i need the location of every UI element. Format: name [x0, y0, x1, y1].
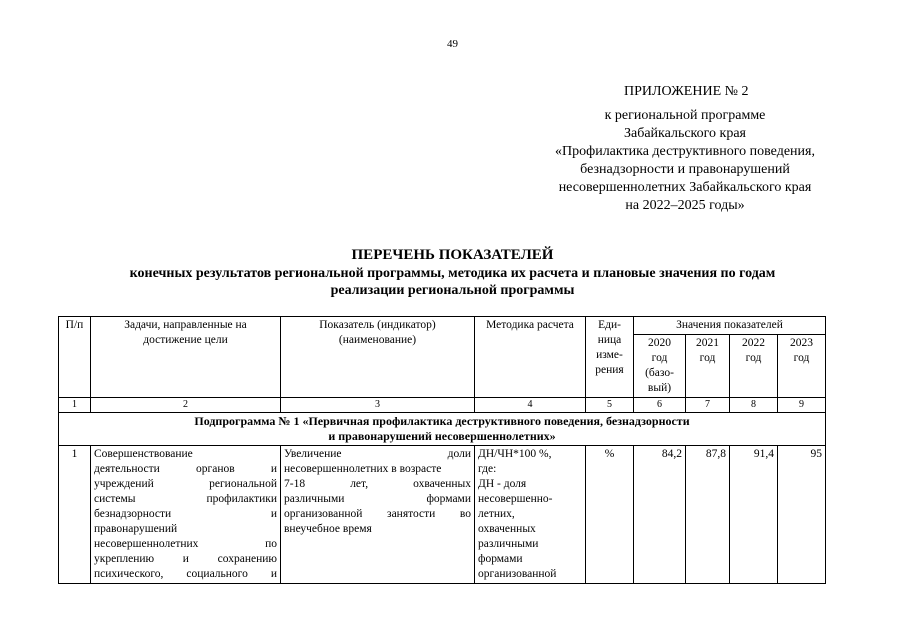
row-unit: % [586, 446, 634, 584]
year-note: (базо- [645, 367, 674, 379]
header-unit [586, 317, 634, 398]
header-method: Методика расчета [475, 317, 586, 398]
column-number: 4 [475, 398, 586, 413]
method-line: ДН - доля [478, 478, 527, 490]
header-year-2023 [778, 335, 826, 398]
row-task [91, 446, 281, 584]
year-label: год [651, 352, 668, 364]
year-note: вый) [647, 382, 672, 394]
header-year-2022 [730, 335, 778, 398]
table-row [59, 446, 826, 584]
method-line: различными [478, 538, 539, 550]
row-value-2021: 87,8 [686, 446, 730, 584]
subprogram-line: Подпрограмма № 1 «Первичная профилактика деструктивного поведения, безнадзорности [194, 414, 690, 428]
header-year-2021 [686, 335, 730, 398]
column-number: 1 [59, 398, 91, 413]
year-value: 2022 [742, 337, 765, 349]
column-number: 7 [686, 398, 730, 413]
method-line: летних, [478, 508, 515, 520]
header-num: П/п [59, 317, 91, 398]
appendix-line: Забайкальского края [623, 126, 746, 141]
appendix-title: ПРИЛОЖЕНИЕ № 2 [624, 84, 749, 99]
header-unit-line: Еди- [598, 319, 621, 331]
header-unit-line: изме- [596, 349, 623, 361]
header-unit-line: рения [595, 364, 624, 376]
column-number: 9 [778, 398, 826, 413]
row-value-2022: 91,4 [730, 446, 778, 584]
task-line: деятельности органов и [94, 463, 277, 475]
year-value: 2023 [790, 337, 813, 349]
header-year-2020 [634, 335, 686, 398]
year-label: год [793, 352, 810, 364]
indicator-line: несовершеннолетних в возрасте [284, 463, 442, 475]
column-number: 3 [281, 398, 475, 413]
method-line: где: [478, 463, 497, 475]
row-method [475, 446, 586, 584]
table-header-row [59, 317, 826, 335]
task-line: правонарушений [94, 523, 178, 535]
column-number: 6 [634, 398, 686, 413]
header-task: Задачи, направленные на достижение цели [91, 317, 281, 398]
subprogram-line: и правонарушений несовершеннолетних» [328, 429, 556, 443]
column-number-row [59, 398, 826, 413]
appendix-subtitle [520, 107, 850, 215]
document-heading: ПЕРЕЧЕНЬ ПОКАЗАТЕЛЕЙ [351, 247, 554, 263]
subheading-line: реализации региональной программы [330, 283, 575, 298]
method-line: охваченных [478, 523, 536, 535]
indicator-line: организованной занятости во [284, 508, 471, 520]
year-label: год [699, 352, 716, 364]
method-line: ДН/ЧН*100 %, [478, 448, 552, 460]
page-number: 49 [447, 38, 458, 50]
indicator-line: внеучебное время [284, 523, 372, 535]
row-num: 1 [59, 446, 91, 584]
method-line: формами [478, 553, 523, 565]
subprogram-title [59, 413, 826, 446]
appendix-line: «Профилактика деструктивного поведения, [555, 144, 815, 159]
subheading-line: конечных результатов региональной программы, методика их расчета и плановые значения по годам [129, 266, 776, 281]
indicator-line: различными формами [284, 493, 471, 505]
task-line: безнадзорности и [94, 508, 277, 520]
indicator-line: Увеличение доли [284, 448, 471, 460]
method-line: несовершенно- [478, 493, 553, 505]
task-line: Совершенствование [94, 448, 193, 460]
header-indicator: Показатель (индикатор) (наименование) [281, 317, 475, 398]
indicators-table [58, 316, 826, 584]
column-number: 2 [91, 398, 281, 413]
task-line: системы профилактики [94, 493, 277, 505]
appendix-line: на 2022–2025 годы» [625, 198, 745, 213]
row-value-2020: 84,2 [634, 446, 686, 584]
task-line: несовершеннолетних по [94, 538, 277, 550]
task-line: учреждений региональной [94, 478, 277, 490]
column-number: 5 [586, 398, 634, 413]
subprogram-row [59, 413, 826, 446]
header-values-group: Значения показателей [634, 317, 826, 335]
year-value: 2020 [648, 337, 671, 349]
appendix-line: к региональной программе [604, 108, 766, 123]
task-line: психического, социального и [94, 568, 277, 580]
header-unit-line: ница [597, 334, 622, 346]
row-value-2023: 95 [778, 446, 826, 584]
method-line: организованной [478, 568, 557, 580]
year-value: 2021 [696, 337, 719, 349]
task-line: укреплению и сохранению [94, 553, 277, 565]
year-label: год [745, 352, 762, 364]
row-indicator [281, 446, 475, 584]
indicator-line: 7-18 лет, охваченных [284, 478, 471, 490]
document-subheading [60, 265, 845, 299]
appendix-line: несовершеннолетних Забайкальского края [558, 180, 812, 195]
column-number: 8 [730, 398, 778, 413]
appendix-line: безнадзорности и правонарушений [580, 162, 790, 177]
